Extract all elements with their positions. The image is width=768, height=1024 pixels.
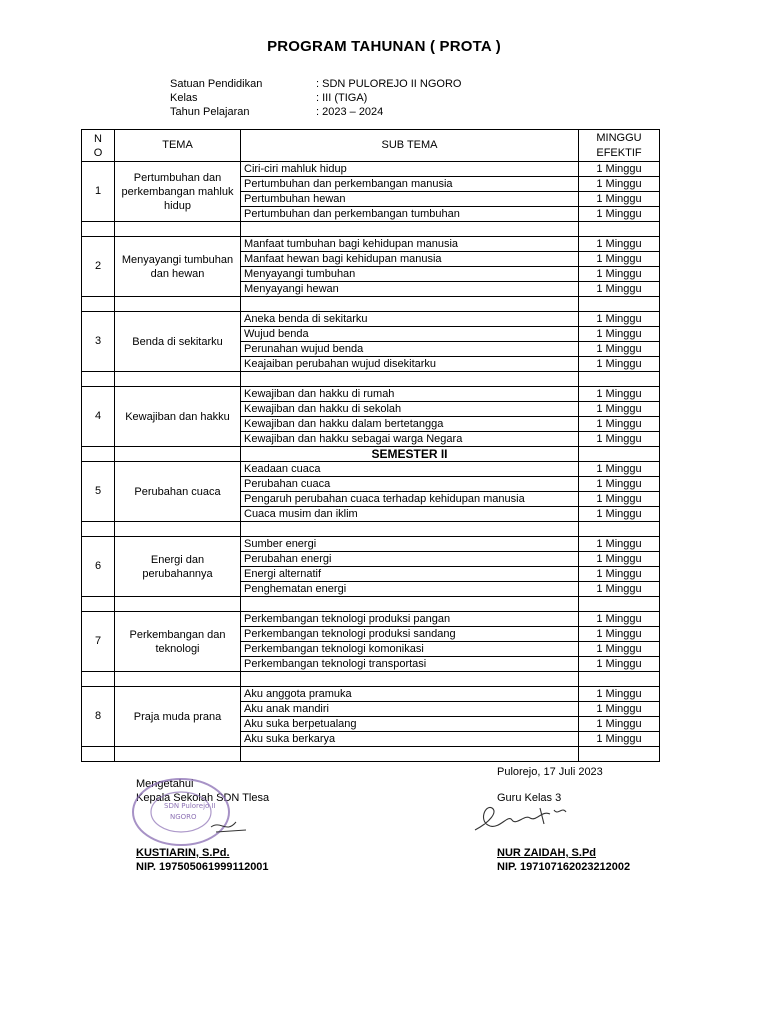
page-title: PROGRAM TAHUNAN ( PROTA ) — [267, 38, 501, 55]
stamp-top-text: SDN Pulorejo II — [164, 802, 216, 810]
weeks-cell: 1 Minggu — [579, 192, 660, 207]
empty-cell — [115, 597, 241, 612]
info-value: : III (TIGA) — [316, 92, 368, 104]
empty-cell — [241, 747, 579, 762]
theme-number: 1 — [82, 162, 115, 222]
weeks-cell: 1 Minggu — [579, 417, 660, 432]
spacer-row — [82, 597, 660, 612]
subtheme-cell: Keadaan cuaca — [241, 462, 579, 477]
subtheme-cell: Aku anak mandiri — [241, 702, 579, 717]
empty-cell — [241, 597, 579, 612]
empty-cell — [82, 222, 115, 237]
info-value: : SDN PULOREJO II NGORO — [316, 78, 462, 90]
right-line1: Guru Kelas 3 — [497, 792, 562, 804]
empty-cell — [115, 222, 241, 237]
empty-cell — [241, 672, 579, 687]
empty-cell — [82, 747, 115, 762]
weeks-cell: 1 Minggu — [579, 402, 660, 417]
weeks-cell: 1 Minggu — [579, 237, 660, 252]
empty-cell — [241, 297, 579, 312]
theme-number: 5 — [82, 462, 115, 522]
weeks-cell: 1 Minggu — [579, 252, 660, 267]
table-body — [82, 162, 660, 762]
info-label: Satuan Pendidikan — [170, 78, 263, 90]
empty-cell — [115, 447, 241, 462]
weeks-cell: 1 Minggu — [579, 387, 660, 402]
spacer-row — [82, 522, 660, 537]
subtheme-cell: Pertumbuhan dan perkembangan tumbuhan — [241, 207, 579, 222]
spacer-row — [82, 672, 660, 687]
weeks-cell: 1 Minggu — [579, 627, 660, 642]
subtheme-cell: Pertumbuhan dan perkembangan manusia — [241, 177, 579, 192]
header-no: N O — [82, 130, 115, 162]
spacer-row — [82, 297, 660, 312]
weeks-cell: 1 Minggu — [579, 267, 660, 282]
weeks-cell: 1 Minggu — [579, 462, 660, 477]
table-row — [82, 612, 660, 627]
subtheme-cell: Ciri-ciri mahluk hidup — [241, 162, 579, 177]
weeks-cell: 1 Minggu — [579, 312, 660, 327]
left-nip: NIP. 197505061999112001 — [136, 861, 269, 873]
subtheme-cell: Sumber energi — [241, 537, 579, 552]
subtheme-cell: Kewajiban dan hakku dalam bertetangga — [241, 417, 579, 432]
theme-name: Perkembangan dan teknologi — [115, 612, 241, 672]
empty-cell — [579, 597, 660, 612]
weeks-cell: 1 Minggu — [579, 702, 660, 717]
left-line2: Kepala Sekolah SDN Tlesa — [136, 792, 270, 804]
empty-cell — [579, 522, 660, 537]
subtheme-cell: Pengaruh perubahan cuaca terhadap kehidupan manusia — [241, 492, 579, 507]
subtheme-cell: Manfaat hewan bagi kehidupan manusia — [241, 252, 579, 267]
empty-cell — [579, 372, 660, 387]
subtheme-cell: Perkembangan teknologi produksi sandang — [241, 627, 579, 642]
subtheme-cell: Menyayangi hewan — [241, 282, 579, 297]
left-name: KUSTIARIN, S.Pd. — [136, 847, 230, 859]
theme-name: Perubahan cuaca — [115, 462, 241, 522]
empty-cell — [82, 447, 115, 462]
school-info — [170, 77, 461, 119]
empty-cell — [115, 522, 241, 537]
subtheme-cell: Menyayangi tumbuhan — [241, 267, 579, 282]
weeks-cell: 1 Minggu — [579, 357, 660, 372]
empty-cell — [241, 522, 579, 537]
stamp-bottom-text: NGORO — [170, 813, 197, 821]
empty-cell — [115, 297, 241, 312]
theme-number: 6 — [82, 537, 115, 597]
empty-cell — [82, 522, 115, 537]
semester-label: SEMESTER II — [241, 447, 579, 462]
info-row — [170, 91, 461, 105]
empty-cell — [579, 447, 660, 462]
empty-cell — [579, 747, 660, 762]
weeks-cell: 1 Minggu — [579, 507, 660, 522]
weeks-cell: 1 Minggu — [579, 477, 660, 492]
empty-cell — [241, 372, 579, 387]
subtheme-cell: Perkembangan teknologi komonikasi — [241, 642, 579, 657]
teacher-signature-icon — [470, 800, 580, 840]
theme-name: Pertumbuhan dan perkembangan mahluk hidup — [115, 162, 241, 222]
table-row — [82, 312, 660, 327]
place-date: Pulorejo, 17 Juli 2023 — [497, 766, 603, 778]
info-row — [170, 105, 461, 119]
empty-cell — [115, 747, 241, 762]
weeks-cell: 1 Minggu — [579, 537, 660, 552]
subtheme-cell: Perubahan cuaca — [241, 477, 579, 492]
subtheme-cell: Cuaca musim dan iklim — [241, 507, 579, 522]
weeks-cell: 1 Minggu — [579, 612, 660, 627]
theme-number: 3 — [82, 312, 115, 372]
subtheme-cell: Kewajiban dan hakku di sekolah — [241, 402, 579, 417]
subtheme-cell: Keajaiban perubahan wujud disekitarku — [241, 357, 579, 372]
spacer-row — [82, 222, 660, 237]
empty-cell — [82, 597, 115, 612]
empty-cell — [115, 372, 241, 387]
empty-cell — [82, 372, 115, 387]
header-subtema: SUB TEMA — [241, 130, 579, 162]
right-nip: NIP. 197107162023212002 — [497, 861, 631, 873]
spacer-row — [82, 372, 660, 387]
theme-name: Kewajiban dan hakku — [115, 387, 241, 447]
prota-table — [81, 129, 660, 762]
subtheme-cell: Manfaat tumbuhan bagi kehidupan manusia — [241, 237, 579, 252]
weeks-cell: 1 Minggu — [579, 162, 660, 177]
table-row — [82, 387, 660, 402]
empty-cell — [82, 297, 115, 312]
weeks-cell: 1 Minggu — [579, 552, 660, 567]
empty-cell — [241, 222, 579, 237]
weeks-cell: 1 Minggu — [579, 717, 660, 732]
empty-cell — [579, 297, 660, 312]
table-row — [82, 162, 660, 177]
subtheme-cell: Perubahan energi — [241, 552, 579, 567]
subtheme-cell: Kewajiban dan hakku di rumah — [241, 387, 579, 402]
theme-number: 8 — [82, 687, 115, 747]
info-label: Kelas — [170, 92, 198, 104]
table-header-row — [82, 130, 660, 162]
empty-cell — [82, 672, 115, 687]
school-stamp — [126, 772, 256, 852]
subtheme-cell: Pertumbuhan hewan — [241, 192, 579, 207]
table-row — [82, 237, 660, 252]
info-row — [170, 77, 461, 91]
weeks-cell: 1 Minggu — [579, 327, 660, 342]
theme-name: Praja muda prana — [115, 687, 241, 747]
subtheme-cell: Kewajiban dan hakku sebagai warga Negara — [241, 432, 579, 447]
weeks-cell: 1 Minggu — [579, 567, 660, 582]
theme-number: 4 — [82, 387, 115, 447]
weeks-cell: 1 Minggu — [579, 177, 660, 192]
spacer-row — [82, 747, 660, 762]
table-row — [82, 687, 660, 702]
weeks-cell: 1 Minggu — [579, 582, 660, 597]
table-row — [82, 462, 660, 477]
weeks-cell: 1 Minggu — [579, 342, 660, 357]
subtheme-cell: Aku anggota pramuka — [241, 687, 579, 702]
subtheme-cell: Wujud benda — [241, 327, 579, 342]
subtheme-cell: Perkembangan teknologi produksi pangan — [241, 612, 579, 627]
theme-name: Energi dan perubahannya — [115, 537, 241, 597]
left-line1: Mengetahui — [136, 778, 194, 790]
weeks-cell: 1 Minggu — [579, 732, 660, 747]
weeks-cell: 1 Minggu — [579, 687, 660, 702]
weeks-cell: 1 Minggu — [579, 642, 660, 657]
theme-number: 7 — [82, 612, 115, 672]
theme-name: Benda di sekitarku — [115, 312, 241, 372]
empty-cell — [115, 672, 241, 687]
subtheme-cell: Aneka benda di sekitarku — [241, 312, 579, 327]
weeks-cell: 1 Minggu — [579, 657, 660, 672]
subtheme-cell: Perunahan wujud benda — [241, 342, 579, 357]
weeks-cell: 1 Minggu — [579, 492, 660, 507]
theme-name: Menyayangi tumbuhan dan hewan — [115, 237, 241, 297]
subtheme-cell: Perkembangan teknologi transportasi — [241, 657, 579, 672]
subtheme-cell: Penghematan energi — [241, 582, 579, 597]
weeks-cell: 1 Minggu — [579, 432, 660, 447]
weeks-cell: 1 Minggu — [579, 282, 660, 297]
theme-number: 2 — [82, 237, 115, 297]
weeks-cell: 1 Minggu — [579, 207, 660, 222]
empty-cell — [579, 222, 660, 237]
semester-row — [82, 447, 660, 462]
right-name: NUR ZAIDAH, S.Pd — [497, 847, 596, 859]
subtheme-cell: Aku suka berpetualang — [241, 717, 579, 732]
info-label: Tahun Pelajaran — [170, 106, 250, 118]
subtheme-cell: Energi alternatif — [241, 567, 579, 582]
header-minggu: MINGGU EFEKTIF — [579, 130, 660, 162]
table-row — [82, 537, 660, 552]
subtheme-cell: Aku suka berkarya — [241, 732, 579, 747]
info-value: : 2023 – 2024 — [316, 106, 384, 118]
header-tema: TEMA — [115, 130, 241, 162]
empty-cell — [579, 672, 660, 687]
